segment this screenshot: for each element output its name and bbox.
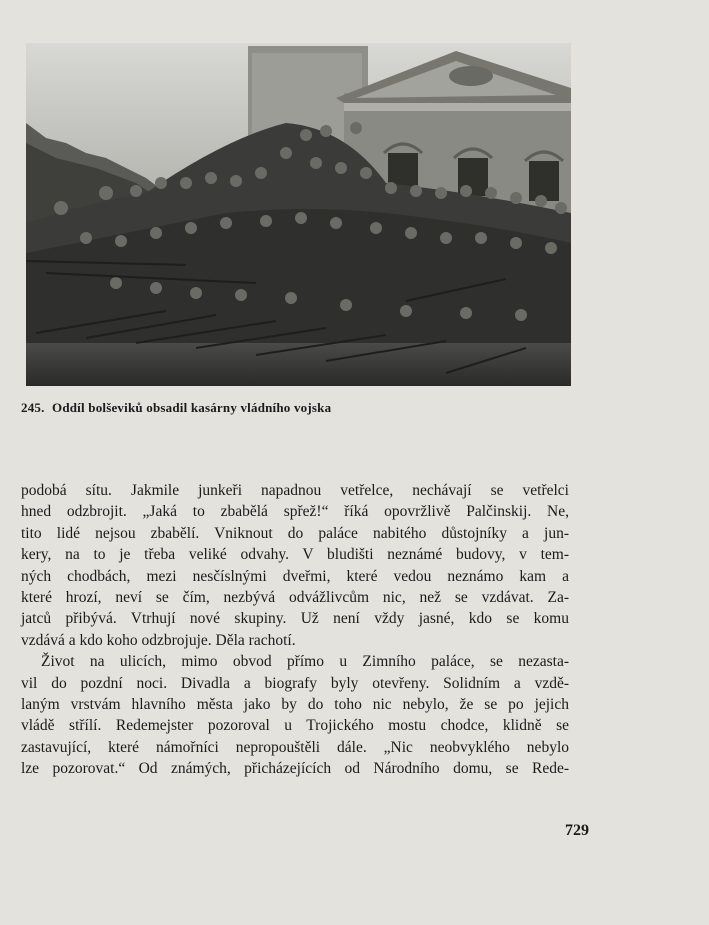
text-line: lze pozorovat.“ Od známých, přicházejících od Národního domu, se Rede- bbox=[21, 760, 569, 778]
text-line: tito lidé nejsou zbabělí. Vniknout do paláce nabitého důstojníky a jun- bbox=[21, 524, 569, 542]
text-line: podobá sítu. Jakmile junkeři napadnou vetřelce, nechávají se vetřelci bbox=[21, 482, 569, 499]
text-line: zastavující, které námořníci nepropouštěli dále. „Nic neobvyklého nebylo bbox=[21, 738, 569, 756]
soldiers-photo-illustration bbox=[26, 43, 571, 386]
paragraph-1 bbox=[21, 480, 569, 651]
figure-caption bbox=[21, 400, 571, 416]
text-line: vil do pozdní noci. Divadla a biografy byly otevřeny. Solidním a vzdě- bbox=[21, 674, 569, 692]
figure-number: 245. bbox=[21, 400, 45, 415]
paragraph-2 bbox=[21, 651, 569, 779]
text-line: jatců přibývá. Vtrhují nové skupiny. Už není vždy jasné, kdo se komu bbox=[21, 610, 569, 628]
text-line: vzdává a kdo koho odzbrojuje. Děla rachotí. bbox=[21, 631, 296, 649]
text-line: které hrozí, neví se čím, nezbývá odvážlivcům nic, než se vzdávat. Za- bbox=[21, 588, 569, 606]
text-line: ných chodbách, mezi nesčíslnými dveřmi, které vedou neznámo kam a bbox=[21, 567, 569, 585]
figure-photograph bbox=[26, 43, 571, 386]
text-line: vládě střílí. Redemejster pozoroval u Trojického mostu chodce, klidně se bbox=[21, 717, 569, 735]
text-line: hned odzbrojit. „Jaká to zbabělá spřež!“ říká opovržlivě Palčinskij. Ne, bbox=[21, 503, 569, 521]
text-line: Život na ulicích, mimo obvod přímo u Zimního paláce, se nezasta- bbox=[41, 653, 569, 671]
figure-caption-text: Oddíl bolševiků obsadil kasárny vládního vojska bbox=[52, 400, 332, 415]
text-line: laným vrstvám hlavního města jako by do toho nic nebylo, že se po jejich bbox=[21, 695, 569, 713]
text-line: kery, na to je třeba veliké odvahy. V bludišti neznámé budovy, v tem- bbox=[21, 546, 569, 564]
page-number: 729 bbox=[565, 822, 589, 839]
body-text bbox=[21, 480, 569, 779]
